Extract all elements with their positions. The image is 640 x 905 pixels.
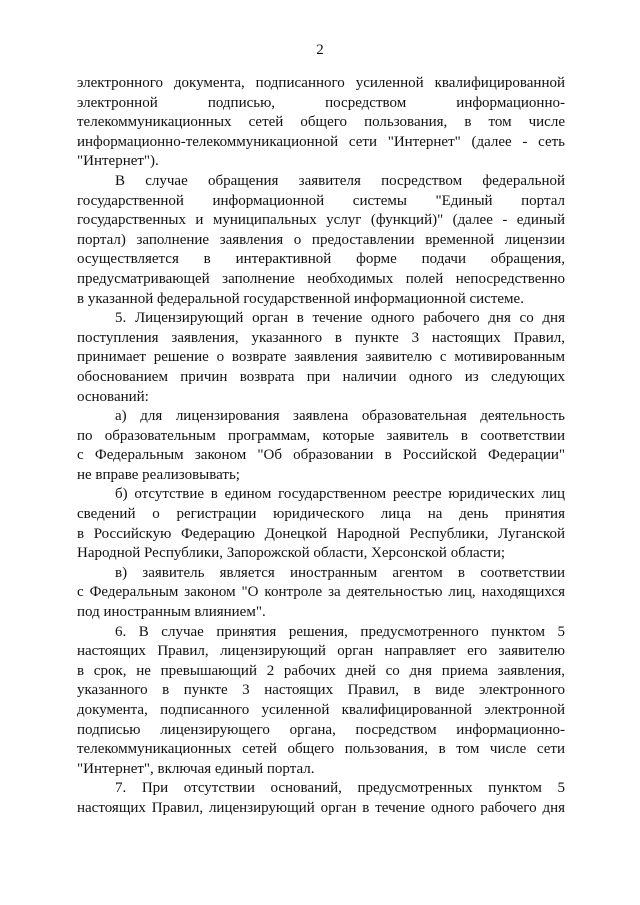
text-line: оснований: bbox=[77, 388, 149, 405]
text-line: документа, подписанного усиленной квалифицированной электронной bbox=[77, 702, 565, 718]
text-line: 7. При отсутствии оснований, предусмотренных пунктом 5 bbox=[115, 780, 565, 797]
text-line: не вправе реализовывать; bbox=[77, 466, 240, 483]
text-line: В случае обращения заявителя посредством федеральной bbox=[115, 172, 565, 189]
text-line: портал) заполнение заявления о предоставлении временной лицензии bbox=[77, 231, 565, 248]
text-line: в Российскую Федерацию Донецкой Народной Республики, Луганской bbox=[77, 525, 565, 542]
text-line: а) для лицензирования заявлена образовательная деятельность bbox=[115, 408, 565, 425]
text-line: настоящих Правил, лицензирующий орган в течение одного рабочего дня bbox=[77, 799, 565, 816]
text-line: предусматривающей заполнение необходимых полей непосредственно bbox=[77, 270, 565, 287]
text-line: с Федеральным законом "О контроле за деятельностью лиц, находящихся bbox=[77, 584, 565, 601]
text-line: 5. Лицензирующий орган в течение одного рабочего дня со дня bbox=[115, 310, 565, 327]
text-line: б) отсутствие в едином государственном реестре юридических лиц bbox=[115, 486, 565, 503]
text-line: телекоммуникационных сетей общего пользования, в том числе сети bbox=[77, 741, 565, 758]
text-line: информационно-телекоммуникационной сети "Интернет" (далее - сеть bbox=[77, 133, 565, 150]
paragraph-subitem-b bbox=[77, 485, 565, 563]
text-line: "Интернет", включая единый портал. bbox=[77, 760, 315, 777]
paragraph-item-7 bbox=[77, 779, 565, 818]
text-line: с Федеральным законом "Об образовании в Российской Федерации" bbox=[77, 447, 565, 464]
text-line: настоящих Правил, лицензирующий орган направляет его заявителю bbox=[77, 643, 565, 660]
page-number: 2 bbox=[316, 42, 324, 58]
text-line: принимает решение о возврате заявления заявителю с мотивированным bbox=[77, 349, 565, 366]
text-line: подписью лицензирующего органа, посредством информационно- bbox=[77, 721, 565, 738]
paragraph-item-5 bbox=[77, 309, 565, 407]
text-line: 6. В случае принятия решения, предусмотренного пунктом 5 bbox=[115, 623, 565, 640]
text-line: обоснованием причин возврата при наличии одного из следующих bbox=[77, 368, 565, 385]
text-line: поступления заявления, указанного в пункте 3 настоящих Правил, bbox=[77, 329, 565, 346]
paragraph-subitem-a bbox=[77, 407, 565, 485]
text-line: указанного в пункте 3 настоящих Правил, в виде электронного bbox=[77, 682, 565, 699]
text-line: в срок, не превышающий 2 рабочих дней со дня приема заявления, bbox=[77, 662, 565, 679]
paragraph-subitem-v bbox=[77, 564, 565, 623]
document-body bbox=[77, 74, 565, 819]
text-line: Народной Республики, Запорожской области, Херсонской области; bbox=[77, 545, 506, 562]
text-line: сведений о регистрации юридического лица на день принятия bbox=[77, 506, 565, 523]
paragraph-item-6 bbox=[77, 623, 565, 780]
text-line: осуществляется в интерактивной форме подачи обращения, bbox=[77, 251, 565, 268]
text-line: телекоммуникационных сетей общего пользования, в том числе bbox=[77, 114, 565, 131]
text-line: "Интернет"). bbox=[77, 153, 159, 170]
text-line: в указанной федеральной государственной информационной системе. bbox=[77, 290, 524, 307]
paragraph-single-portal bbox=[77, 172, 565, 309]
text-line: государственной информационной системы "Единый портал bbox=[77, 192, 565, 209]
text-line: под иностранным влиянием". bbox=[77, 604, 266, 621]
text-line: в) заявитель является иностранным агентом в соответствии bbox=[115, 564, 565, 581]
text-line: электронного документа, подписанного усиленной квалифицированной bbox=[77, 75, 565, 91]
text-line: государственных и муниципальных услуг (функций)" (далее - единый bbox=[77, 212, 565, 229]
text-line: по образовательным программам, которые заявитель в соответствии bbox=[77, 427, 565, 444]
text-line: электронной подписью, посредством информационно- bbox=[77, 94, 565, 111]
paragraph-continuation bbox=[77, 74, 565, 172]
